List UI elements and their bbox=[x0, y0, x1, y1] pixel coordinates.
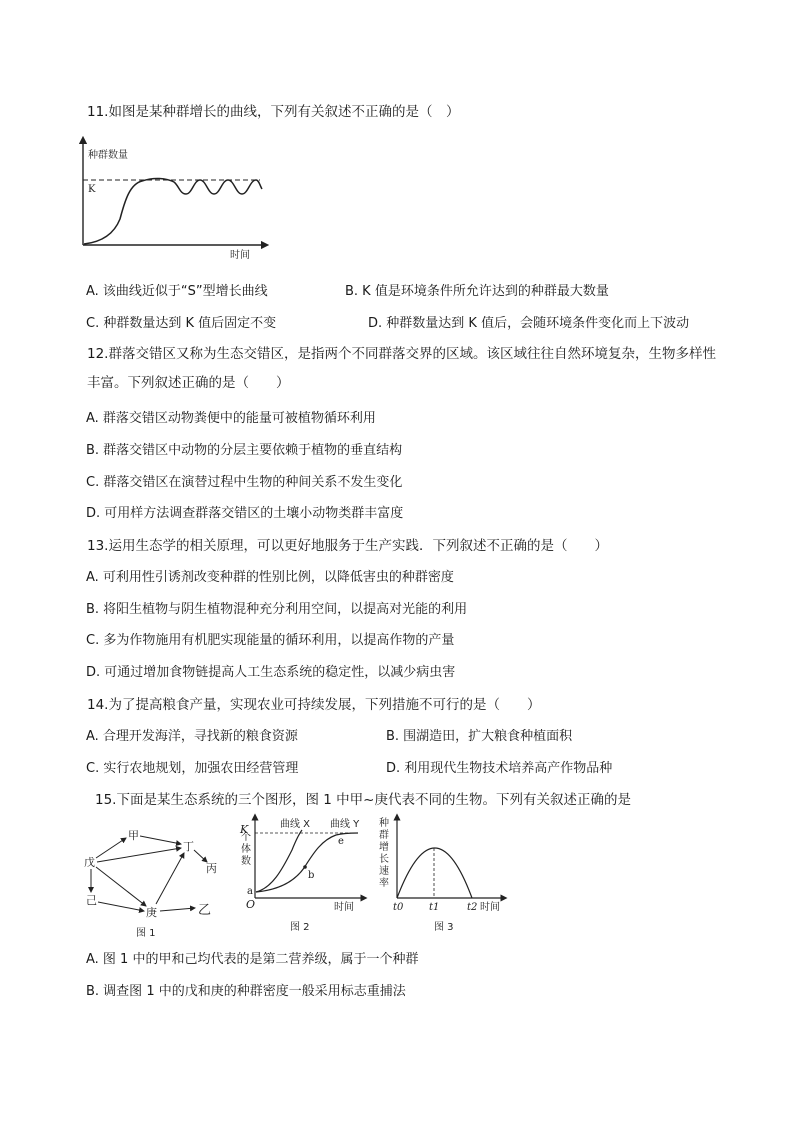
q15-figure-2-growth-curves bbox=[238, 812, 370, 940]
fig2-caption: 图 2 bbox=[290, 922, 310, 933]
q13-option-d[interactable]: D. 可通过增加食物链提高人工生态系统的稳定性，以减少病虫害 bbox=[86, 665, 456, 680]
fig2-label-e: e bbox=[338, 836, 344, 847]
question-13-stem: 13.运用生态学的相关原理，可以更好地服务于生产实践．下列叙述不正确的是（ ） bbox=[87, 538, 608, 554]
fig3-rate-curve bbox=[397, 848, 472, 898]
q11-option-a[interactable]: A. 该曲线近似于“S”型增长曲线 bbox=[86, 284, 268, 299]
fig3-y-label-6: 率 bbox=[379, 878, 389, 889]
fw-node-yi: 乙 bbox=[198, 903, 212, 918]
q15-figure-1-food-web bbox=[80, 820, 240, 942]
q11-x-label: 时间 bbox=[230, 250, 250, 261]
fig3-y-label-5: 速 bbox=[379, 866, 389, 877]
fig2-y-label-3: 数 bbox=[241, 856, 251, 867]
fw-node-geng: 庚 bbox=[146, 906, 157, 919]
question-12-stem: 12.群落交错区又称为生态交错区，是指两个不同群落交界的区域。该区域往往自然环境复杂，生物多样性丰富。下列叙述正确的是（ ） bbox=[87, 346, 716, 391]
q14-option-d[interactable]: D. 利用现代生物技术培养高产作物品种 bbox=[386, 761, 613, 776]
q12-option-d[interactable]: D. 可用样方法调查群落交错区的土壤小动物类群丰富度 bbox=[86, 506, 404, 521]
fw-node-jia: 甲 bbox=[128, 829, 139, 842]
fig3-t0: t0 bbox=[393, 902, 404, 913]
q11-growth-curve bbox=[84, 178, 262, 244]
fw-node-bing: 丙 bbox=[206, 862, 217, 875]
fw-arrow-geng-yi bbox=[160, 908, 195, 911]
fw-arrow-wu-geng bbox=[96, 867, 146, 906]
fw-arrow-ji-geng bbox=[98, 902, 144, 911]
q15-option-b[interactable]: B. 调查图 1 中的戊和庚的种群密度一般采用标志重捕法 bbox=[86, 984, 406, 999]
question-14-stem: 14.为了提高粮食产量，实现农业可持续发展，下列措施不可行的是（ ） bbox=[87, 697, 541, 713]
q11-y-label: 种群数量 bbox=[88, 150, 128, 161]
q13-option-c[interactable]: C. 多为作物施用有机肥实现能量的循环利用，以提高作物的产量 bbox=[86, 633, 455, 648]
fig3-x-label: 时间 bbox=[480, 902, 500, 913]
fig2-label-a: a bbox=[247, 886, 253, 897]
fig2-k-label: K bbox=[240, 823, 249, 836]
fig3-y-label-3: 增 bbox=[379, 842, 389, 853]
q14-option-c[interactable]: C. 实行农地规划，加强农田经营管理 bbox=[86, 761, 299, 776]
fw-node-ji: 己 bbox=[86, 894, 97, 907]
fig3-y-label-1: 种 bbox=[379, 818, 389, 829]
q11-population-curve-figure bbox=[70, 134, 275, 262]
fw-node-ding: 丁 bbox=[183, 840, 194, 853]
q13-option-a[interactable]: A. 可利用性引诱剂改变种群的性别比例，以降低害虫的种群密度 bbox=[86, 570, 454, 585]
q15-option-a[interactable]: A. 图 1 中的甲和己均代表的是第二营养级，属于一个种群 bbox=[86, 952, 419, 967]
fig2-x-label: 时间 bbox=[334, 902, 354, 913]
q11-option-c[interactable]: C. 种群数量达到 K 值后固定不变 bbox=[86, 316, 277, 331]
fig2-y-label-2: 体 bbox=[241, 844, 251, 855]
fig2-curve-y-label: 曲线 Y bbox=[330, 819, 360, 830]
q11-option-d[interactable]: D. 种群数量达到 K 值后，会随环境条件变化而上下波动 bbox=[368, 316, 690, 331]
q14-option-a[interactable]: A. 合理开发海洋，寻找新的粮食资源 bbox=[86, 729, 298, 744]
fw-arrow-geng-ding bbox=[156, 853, 184, 904]
q15-figure-3-growth-rate bbox=[376, 812, 512, 940]
fig2-label-b: b bbox=[308, 870, 315, 881]
fig2-point-b bbox=[303, 865, 307, 869]
fw-arrow-jia-ding bbox=[140, 836, 181, 844]
fig2-y-label-1: 个 bbox=[241, 832, 251, 843]
q11-option-b[interactable]: B. K 值是环境条件所允许达到的种群最大数量 bbox=[345, 284, 609, 299]
fig3-t1: t1 bbox=[429, 902, 440, 913]
fig3-y-label-4: 长 bbox=[379, 854, 389, 865]
q12-option-a[interactable]: A. 群落交错区动物粪便中的能量可被植物循环利用 bbox=[86, 411, 376, 426]
fig2-origin: O bbox=[246, 898, 256, 911]
q14-option-b[interactable]: B. 围湖造田，扩大粮食种植面积 bbox=[386, 729, 573, 744]
fig2-curve-x bbox=[256, 830, 302, 892]
fw-node-wu: 戊 bbox=[84, 856, 95, 869]
q12-option-b[interactable]: B. 群落交错区中动物的分层主要依赖于植物的垂直结构 bbox=[86, 443, 403, 458]
q12-option-c[interactable]: C. 群落交错区在演替过程中生物的种间关系不发生变化 bbox=[86, 475, 403, 490]
fig3-caption: 图 3 bbox=[434, 922, 454, 933]
q13-option-b[interactable]: B. 将阳生植物与阴生植物混种充分利用空间，以提高对光能的利用 bbox=[86, 602, 468, 617]
fw-arrow-wu-ding bbox=[97, 848, 181, 862]
fw-arrow-wu-jia bbox=[96, 838, 126, 858]
fig2-curve-x-label: 曲线 X bbox=[280, 819, 311, 830]
fig3-y-label-2: 群 bbox=[379, 830, 389, 841]
fig1-caption: 图 1 bbox=[136, 928, 156, 939]
fig3-t2: t2 bbox=[467, 902, 478, 913]
question-11-stem: 11.如图是某种群增长的曲线，下列有关叙述不正确的是（ ） bbox=[87, 104, 460, 120]
question-15-stem: 15.下面是某生态系统的三个图形，图 1 中甲~庚代表不同的生物。下列有关叙述正确的是 bbox=[95, 792, 631, 808]
fw-arrow-ding-bing bbox=[194, 850, 207, 862]
q11-k-label: K bbox=[88, 184, 96, 195]
